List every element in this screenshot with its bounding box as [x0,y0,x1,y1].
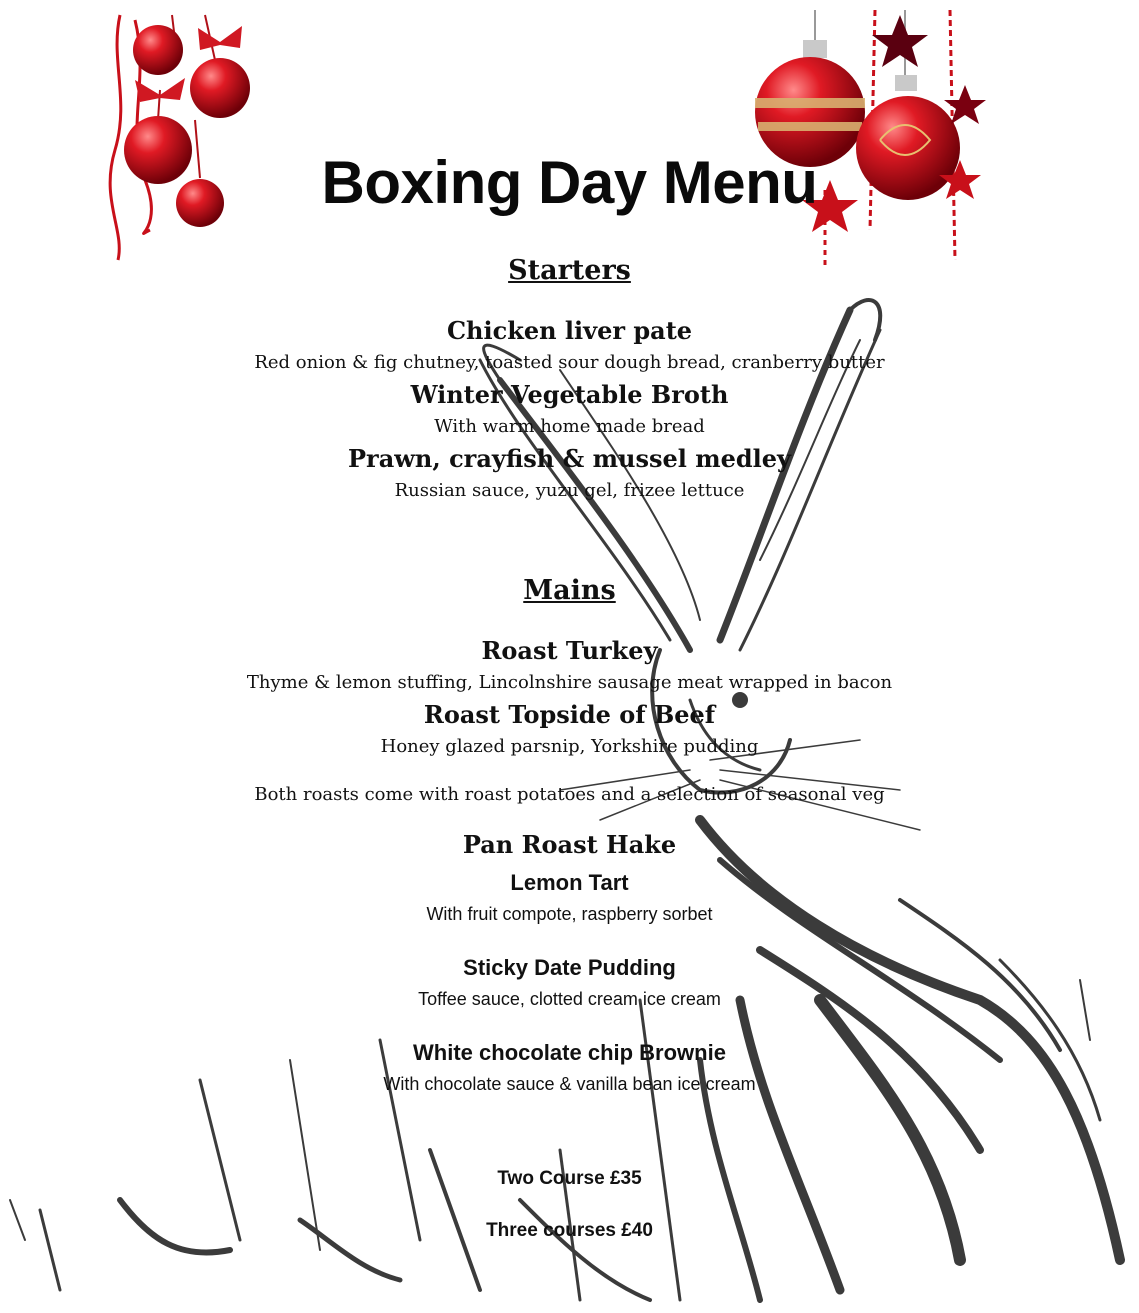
dessert-1-desc: With fruit compote, raspberry sorbet [426,904,713,924]
starter-3-desc: Russian sauce, yuzu gel, frizee lettuce [394,480,745,501]
two-course-price: Two Course £35 [497,1168,642,1189]
main-3-name: Pan Roast Hake [462,830,677,859]
mains-heading: Mains [523,575,616,606]
starter-1-desc: Red onion & fig chutney, toasted sour dough bread, cranberry butter [254,352,885,373]
main-2-desc: Honey glazed parsnip, Yorkshire pudding [380,736,759,757]
dessert-1-name: Lemon Tart [510,870,629,895]
starters-heading: Starters [508,255,631,286]
left-baubles-image [110,15,250,260]
dessert-3-name: White chocolate chip Brownie [413,1040,726,1065]
roasts-note: Both roasts come with roast potatoes and a selection of seasonal veg [254,784,885,805]
dessert-3-desc: With chocolate sauce & vanilla bean ice cream [383,1074,756,1094]
starter-2-desc: With warm home made bread [434,416,705,437]
dessert-2-desc: Toffee sauce, clotted cream ice cream [418,989,721,1009]
main-1-name: Roast Turkey [481,636,658,665]
page-title: Boxing Day Menu [321,149,818,216]
dessert-2-name: Sticky Date Pudding [463,955,676,980]
main-2-name: Roast Topside of Beef [423,700,716,729]
starter-2-name: Winter Vegetable Broth [410,380,729,409]
starter-1-name: Chicken liver pate [446,316,693,345]
three-course-price: Three courses £40 [486,1220,653,1241]
starter-3-name: Prawn, crayfish & mussel medley [348,444,791,473]
right-baubles-image [755,10,986,265]
main-1-desc: Thyme & lemon stuffing, Lincolnshire sausage meat wrapped in bacon [246,672,893,693]
